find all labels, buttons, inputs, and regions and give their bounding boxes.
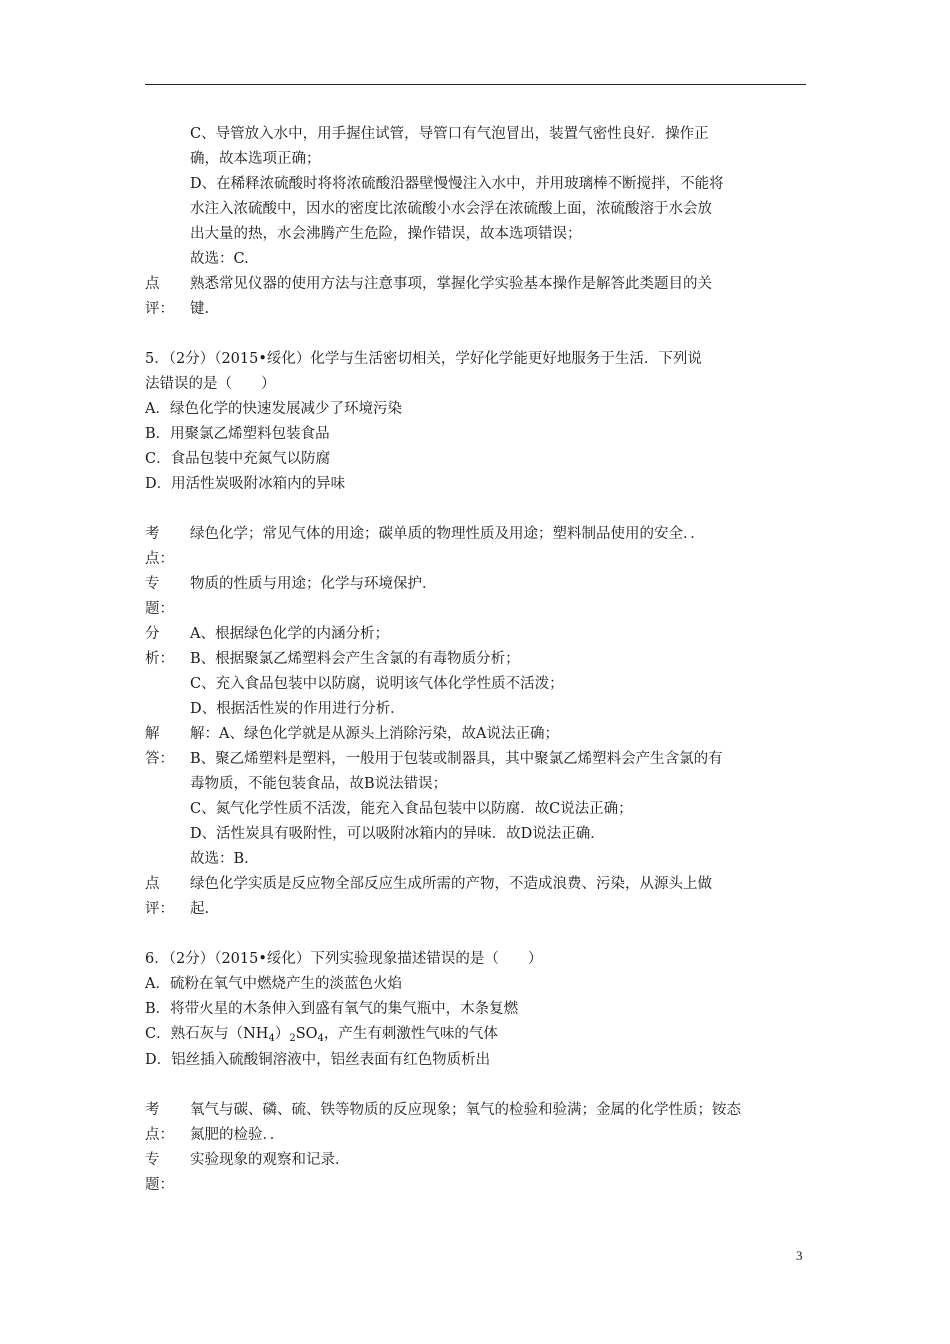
- q5-option: C．食品包装中充氮气以防腐: [145, 451, 331, 467]
- q5-zhuanti: 专 题： 物质的性质与用途；化学与环境保护．: [145, 576, 437, 617]
- header-rule: [145, 84, 806, 85]
- page-number: 3: [796, 1248, 803, 1263]
- q5-dianping: 点 评： 绿色化学实质是反应物全部反应生成所需的产物，不造成浪费、污染，从源头上做 起.: [145, 876, 712, 917]
- q5-kaodian: 考 点： 绿色化学；常见气体的用途；碳单质的物理性质及用途；塑料制品使用的安全．．: [145, 526, 705, 567]
- q5-fenxi: 分 析： A、根据绿色化学的内涵分析； B、根据聚氯乙烯塑料会产生含氯的有毒物质分析； C、充入食品包装中以防腐，说明该气体化学性质不活泼； D、根据活性炭的作用进行分析．: [145, 626, 564, 717]
- q5-option: B．用聚氯乙烯塑料包装食品: [145, 426, 330, 442]
- prev-answer-line: C、导管放入水中，用手握住试管，导管口有气泡冒出，装置气密性良好．操作正: [190, 126, 709, 142]
- q5-stem: 5．（2分）（2015•绥化）化学与生活密切相关，学好化学能更好地服务于生活．下列说 法错误的是（ ）: [145, 351, 702, 392]
- prev-answer-line: 故选：C.: [190, 251, 249, 267]
- prev-answer-line: D、在稀释浓硫酸时将将浓硫酸沿器壁慢慢注入水中，并用玻璃棒不断搅拌，不能将: [190, 176, 724, 192]
- q5-option: A．绿色化学的快速发展减少了环境污染: [145, 401, 402, 417]
- prev-answer-line: 确，故本选项正确；: [190, 151, 321, 167]
- document-body: [145, 122, 810, 1198]
- prev-comment: 点 评： 熟悉常见仪器的使用方法与注意事项，掌握化学实验基本操作是解答此类题目的关 键.: [145, 276, 712, 317]
- q6-option: D．铝丝插入硫酸铜溶液中，铝丝表面有红色物质析出: [145, 1052, 491, 1068]
- q6-kaodian: 考 点： 氧气与碳、磷、硫、铁等物质的反应现象；氧气的检验和验满；金属的化学性质；铵态 氮肥的检验．．: [145, 1102, 741, 1143]
- q6-option: C．熟石灰与$(NH_4)_2SO_4$，产生有刺激性气味的气体: [145, 1026, 498, 1044]
- prev-answer-line: 水注入浓硫酸中，因水的密度比浓硫酸小水会浮在浓硫酸上面，浓硫酸溶于水会放: [190, 201, 712, 217]
- q5-option: D．用活性炭吸附冰箱内的异味: [145, 476, 346, 492]
- prev-answer-line: 出大量的热，水会沸腾产生危险，操作错误，故本选项错误；: [190, 226, 582, 242]
- q6-option: B．将带火星的木条伸入到盛有氧气的集气瓶中，木条复燃: [145, 1001, 519, 1017]
- q6-option: A．硫粉在氧气中燃烧产生的淡蓝色火焰: [145, 976, 402, 992]
- q5-jieda: 解 答： 解：A、绿色化学就是从源头上消除污染，故A说法正确； B、聚乙烯塑料是塑料，一般用于包装或制器具，其中聚氯乙烯塑料会产生含氯的有 毒物质，不能包装食品，故B说法错误； C、氮气化学性质不活泼，能充入食品包装中以防腐．故C说法正确； D、活性炭具有吸附性，可以吸附冰箱内的异味．故D说法正确． 故选：B.: [145, 726, 723, 867]
- q6-zhuanti: 专 题： 实验现象的观察和记录．: [145, 1152, 350, 1193]
- q6-stem: 6．（2分）（2015•绥化）下列实验现象描述错误的是（ ）: [145, 951, 543, 967]
